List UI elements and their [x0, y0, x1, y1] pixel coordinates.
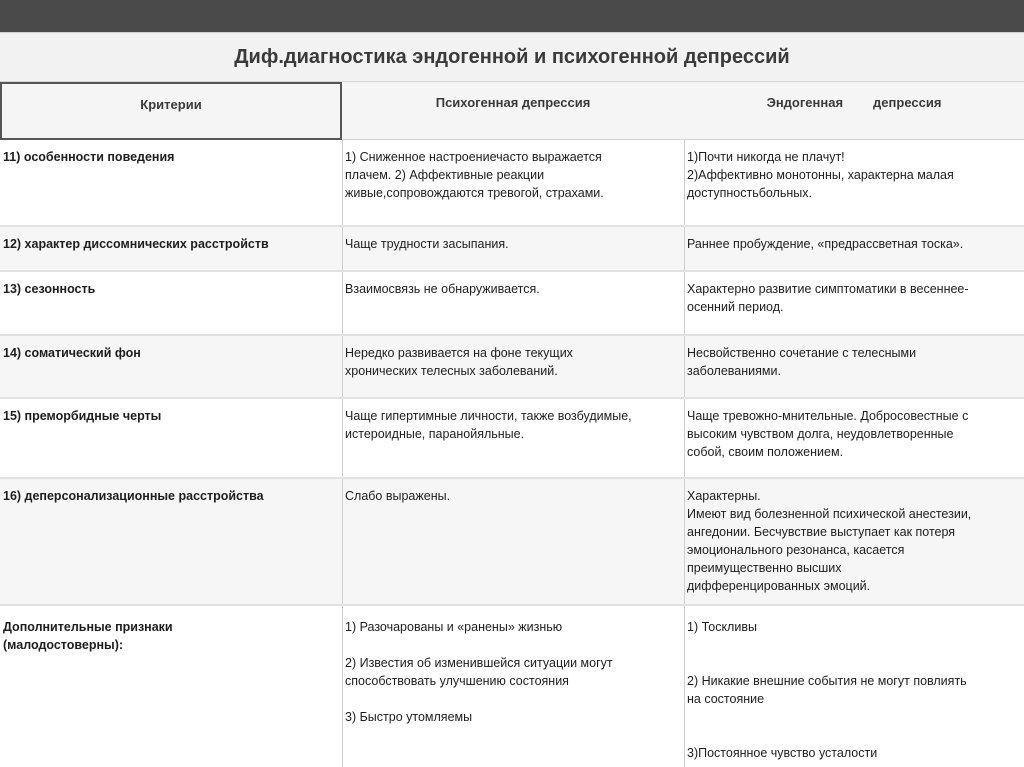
table-row — [0, 227, 1024, 272]
header-endogenous-word2: депрессия — [873, 95, 942, 110]
endogenous-cell: 1)Почти никогда не плачут! 2)Аффективно монотонны, характерна малая доступностьбольных. — [684, 140, 1024, 225]
psychogenic-cell: 1) Сниженное настроениечасто выражается плачем. 2) Аффективные реакции живые,сопровождаются тревогой, страхами. — [342, 140, 684, 225]
psychogenic-cell: Взаимосвязь не обнаруживается. — [342, 272, 684, 334]
endogenous-cell: Раннее пробуждение, «предрассветная тоска». — [684, 227, 1024, 270]
table-row — [0, 140, 1024, 227]
table-row — [0, 399, 1024, 479]
criterion-cell: Дополнительные признаки (малодостоверны): — [3, 620, 173, 652]
table-row — [0, 336, 1024, 399]
header-endogenous — [684, 82, 1024, 140]
slide-title: Диф.диагностика эндогенной и психогенной депрессий — [0, 32, 1024, 82]
top-bar — [0, 0, 1024, 32]
endogenous-cell: Характерно развитие симптоматики в весеннее- осенний период. — [684, 272, 1024, 334]
endogenous-cell: 1) Тоскливы 2) Никакие внешние события не могут повлиять на состояние 3)Постоянное чувство усталости — [684, 606, 1024, 767]
endogenous-cell: Характерны. Имеют вид болезненной психической анестезии, ангедонии. Бесчувствие выступает как потеря эмоционального резонанса, касается преимущественно высших дифференцированных эмоций. — [684, 479, 1024, 604]
psychogenic-cell: Нередко развивается на фоне текущих хронических телесных заболеваний. — [342, 336, 684, 397]
table-row — [0, 479, 1024, 606]
criterion-cell: 14) соматический фон — [3, 346, 141, 360]
criterion-cell: 16) деперсонализационные расстройства — [3, 489, 264, 503]
header-criteria: Критерии — [0, 82, 342, 140]
header-psychogenic: Психогенная депрессия — [342, 82, 684, 140]
header-endogenous-word1: Эндогенная — [766, 95, 844, 110]
endogenous-cell: Несвойственно сочетание с телесными заболеваниями. — [684, 336, 1024, 397]
psychogenic-cell: Чаще гипертимные личности, также возбудимые, истероидные, паранойяльные. — [342, 399, 684, 477]
psychogenic-cell: Чаще трудности засыпания. — [342, 227, 684, 270]
criterion-cell: 12) характер диссомнических расстройств — [3, 237, 269, 251]
criterion-cell: 15) преморбидные черты — [3, 409, 162, 423]
psychogenic-cell: Слабо выражены. — [342, 479, 684, 604]
table-row — [0, 606, 1024, 767]
psychogenic-cell: 1) Разочарованы и «ранены» жизнью 2) Известия об изменившейся ситуации могут способствовать улучшению состояния 3) Быстро утомляемы — [342, 606, 684, 767]
endogenous-cell: Чаще тревожно-мнительные. Добросовестные с высоким чувством долга, неудовлетворенные собой, своим положением. — [684, 399, 1024, 477]
criterion-cell: 13) сезонность — [3, 282, 96, 296]
table-row — [0, 272, 1024, 336]
criterion-cell: 11) особенности поведения — [3, 150, 175, 164]
